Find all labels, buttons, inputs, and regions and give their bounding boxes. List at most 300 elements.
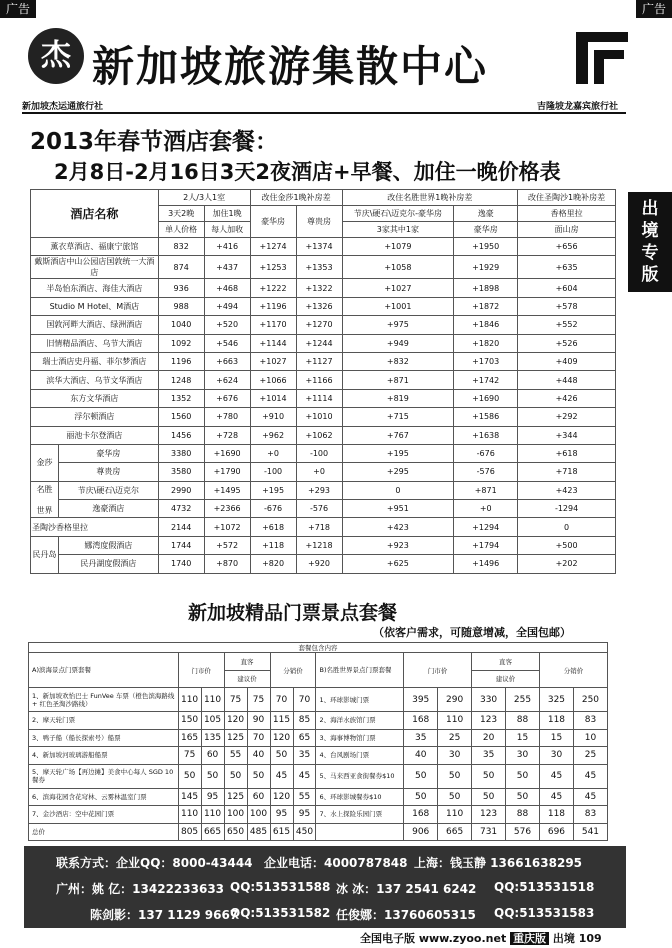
price-cell: -676 <box>250 500 296 518</box>
hotel-name: 浮尔顿酒店 <box>31 408 159 426</box>
price-cell: +1244 <box>296 334 342 352</box>
price-cell: +1253 <box>250 256 296 279</box>
hotel-name: 逸豪酒店 <box>58 500 158 518</box>
ticket-price: 90 <box>247 712 270 730</box>
ticket-price: 125 <box>224 788 247 806</box>
ticket-price: 50 <box>270 747 293 765</box>
group-header: 改住金莎1晚补房差 <box>250 190 342 206</box>
ticket-price: 30 <box>539 747 573 765</box>
price-cell: +202 <box>518 555 616 573</box>
price-cell: +1495 <box>204 481 250 499</box>
ticket-price: 50 <box>178 764 201 788</box>
price-cell: +1326 <box>296 297 342 315</box>
hotel-row <box>31 279 616 297</box>
price-cell: +923 <box>342 536 454 554</box>
ticket-price: 665 <box>438 823 472 841</box>
price-cell: +1322 <box>296 279 342 297</box>
price-cell: +871 <box>342 371 454 389</box>
hotel-row <box>31 481 616 499</box>
price-cell: +618 <box>250 518 296 536</box>
ticket-name <box>316 823 404 841</box>
ticket-price: 485 <box>247 823 270 841</box>
price-cell: +1114 <box>296 389 342 407</box>
contact-line: QQ:513531583 <box>494 906 595 920</box>
price-cell: +1170 <box>250 316 296 334</box>
price-cell: +1872 <box>454 297 518 315</box>
price-cell: +832 <box>342 352 454 370</box>
price-cell: +572 <box>204 536 250 554</box>
price-cell: 1196 <box>158 352 204 370</box>
side-tag-char: 出 <box>641 199 659 219</box>
ticket-price: 88 <box>506 806 540 824</box>
price-cell: 1248 <box>158 371 204 389</box>
ticket-name: 6、环球影城餐券$10 <box>316 788 404 806</box>
ticket-name: 5、摩天轮广场【再边摊】美食中心每人 SGD 10 餐券 <box>29 764 179 788</box>
hotel-name: 丽池卡尔登酒店 <box>31 426 159 444</box>
ticket-price: 10 <box>573 729 607 747</box>
price-cell: +1062 <box>296 426 342 444</box>
hotel-row <box>31 389 616 407</box>
hotel-row <box>31 256 616 279</box>
left-package-header: A)滨海景点门票套餐 <box>29 653 179 688</box>
ticket-price: 118 <box>539 806 573 824</box>
price-header: 直客 <box>224 653 270 671</box>
price-cell: +426 <box>518 389 616 407</box>
contact-line: QQ:513531518 <box>494 880 595 894</box>
ticket-price: 115 <box>270 712 293 730</box>
hotel-name: Studio M Hotel、M酒店 <box>31 297 159 315</box>
price-cell: +423 <box>342 518 454 536</box>
price-cell: +951 <box>342 500 454 518</box>
ticket-price: 150 <box>178 712 201 730</box>
ticket-name: 7、金沙酒店：空中花园门票 <box>29 806 179 824</box>
col-header: 节庆\硬石\迈克尔-豪华房 <box>342 206 454 222</box>
price-cell: +1820 <box>454 334 518 352</box>
hotel-row <box>31 408 616 426</box>
ticket-price: 70 <box>270 688 293 712</box>
ticket-price: 45 <box>293 764 316 788</box>
price-cell: +2366 <box>204 500 250 518</box>
price-cell: +500 <box>518 536 616 554</box>
price-cell: +1001 <box>342 297 454 315</box>
hotel-name-header: 酒店名称 <box>31 190 159 238</box>
price-cell: 988 <box>158 297 204 315</box>
price-header: 门市价 <box>178 653 224 688</box>
ticket-price: 50 <box>404 788 438 806</box>
price-cell: 832 <box>158 238 204 256</box>
price-cell: +1066 <box>250 371 296 389</box>
price-cell: 3380 <box>158 444 204 462</box>
ticket-price: 50 <box>438 764 472 788</box>
price-cell: 1040 <box>158 316 204 334</box>
ticket-price: 110 <box>201 806 224 824</box>
ticket-price: 35 <box>293 747 316 765</box>
price-cell: +618 <box>518 444 616 462</box>
ticket-name: 3、海事博物馆门票 <box>316 729 404 747</box>
price-cell: +448 <box>518 371 616 389</box>
price-cell: +578 <box>518 297 616 315</box>
hotel-row <box>31 352 616 370</box>
ticket-price: 88 <box>506 712 540 730</box>
price-cell: +635 <box>518 256 616 279</box>
ticket-price: 120 <box>270 729 293 747</box>
side-tag-char: 专 <box>641 243 659 263</box>
brand-title: 新加坡旅游集散中心 <box>92 42 489 91</box>
contact-line: 冰 冰：137 2541 6242 <box>336 882 477 896</box>
price-cell: -576 <box>296 500 342 518</box>
ticket-price: 83 <box>573 712 607 730</box>
hotel-group <box>31 481 59 518</box>
price-cell: +871 <box>454 481 518 499</box>
ticket-price: 50 <box>438 788 472 806</box>
ticket-price: 731 <box>472 823 506 841</box>
ticket-price: 100 <box>247 806 270 824</box>
ticket-price: 290 <box>438 688 472 712</box>
price-cell: +1058 <box>342 256 454 279</box>
ticket-price: 55 <box>293 788 316 806</box>
ticket-price: 100 <box>224 806 247 824</box>
price-cell: -100 <box>296 444 342 462</box>
hotel-row <box>31 500 616 518</box>
col-header: 豪华房 <box>454 222 518 238</box>
ticket-price: 45 <box>539 764 573 788</box>
price-cell: +1690 <box>454 389 518 407</box>
contact-line: 企业电话：4000787848 <box>264 856 408 870</box>
price-cell: +962 <box>250 426 296 444</box>
ticket-price: 55 <box>224 747 247 765</box>
ticket-price: 123 <box>472 712 506 730</box>
ticket-name: 3、鸭子船（船长探索号）船票 <box>29 729 179 747</box>
ticket-price: 50 <box>201 764 224 788</box>
ticket-name: 4、新加坡河玻璃游船船票 <box>29 747 179 765</box>
ad-label-right: 广告 <box>636 0 672 18</box>
price-cell: +604 <box>518 279 616 297</box>
price-cell: +1950 <box>454 238 518 256</box>
ticket-row <box>29 729 608 747</box>
col-header: 单人价格 <box>158 222 204 238</box>
ticket-price: 165 <box>178 729 201 747</box>
hotel-name: 圣陶沙香格里拉 <box>31 518 159 536</box>
price-header: 门市价 <box>404 653 472 688</box>
ticket-row <box>29 747 608 765</box>
ticket-price: 45 <box>270 764 293 788</box>
price-cell: 874 <box>158 256 204 279</box>
price-cell: +1742 <box>454 371 518 389</box>
col-header: 豪华房 <box>250 206 296 238</box>
ticket-price: 541 <box>573 823 607 841</box>
corner-logo-icon <box>572 28 632 88</box>
price-cell: +1014 <box>250 389 296 407</box>
ticket-row <box>29 712 608 730</box>
price-cell: +767 <box>342 426 454 444</box>
divider <box>22 112 626 114</box>
group-header: 改住圣陶沙1晚补房差 <box>518 190 616 206</box>
group-header: 改住名胜世界1晚补房差 <box>342 190 518 206</box>
price-cell: +344 <box>518 426 616 444</box>
price-cell: 1092 <box>158 334 204 352</box>
group-header: 2人/3人1室 <box>158 190 250 206</box>
price-cell: +820 <box>250 555 296 573</box>
ticket-row <box>29 764 608 788</box>
page-footer <box>360 930 602 946</box>
ticket-price: 30 <box>438 747 472 765</box>
ticket-price: 650 <box>224 823 247 841</box>
hotel-row <box>31 555 616 573</box>
price-cell: +0 <box>454 500 518 518</box>
price-cell: +1690 <box>204 444 250 462</box>
ticket-price: 330 <box>472 688 506 712</box>
ticket-price: 25 <box>438 729 472 747</box>
page-number: 出境 109 <box>552 932 602 945</box>
hotel-name: 滨华大酒店、乌节文华酒店 <box>31 371 159 389</box>
section1-subtitle: 2月8日-2月16日3天2夜酒店+早餐、加住一晚价格表 <box>54 160 561 184</box>
price-cell: +1790 <box>204 463 250 481</box>
side-tag-char: 版 <box>641 265 659 285</box>
price-cell: +718 <box>518 463 616 481</box>
price-cell: +1586 <box>454 408 518 426</box>
ticket-price: 75 <box>178 747 201 765</box>
ticket-package-table <box>28 642 608 841</box>
hotel-name: 半岛怡东酒店、海佳大酒店 <box>31 279 159 297</box>
price-cell: +1196 <box>250 297 296 315</box>
contact-line: QQ:513531582 <box>230 906 331 920</box>
ticket-price: 395 <box>404 688 438 712</box>
agency-left: 新加坡杰运通旅行社 <box>22 102 104 112</box>
ticket-price: 450 <box>293 823 316 841</box>
ticket-price: 20 <box>472 729 506 747</box>
ticket-price: 255 <box>506 688 540 712</box>
ticket-price: 576 <box>506 823 540 841</box>
ticket-price: 805 <box>178 823 201 841</box>
ticket-price: 45 <box>573 788 607 806</box>
ticket-price: 85 <box>293 712 316 730</box>
price-cell: +780 <box>204 408 250 426</box>
hotel-row <box>31 444 616 462</box>
ad-label-left: 广告 <box>0 0 36 18</box>
price-cell: +416 <box>204 238 250 256</box>
price-cell: +292 <box>518 408 616 426</box>
hotel-row <box>31 316 616 334</box>
price-cell: +195 <box>250 481 296 499</box>
price-cell: +676 <box>204 389 250 407</box>
ticket-name: 6、滨海花园含花穹林、云雾林温室门票 <box>29 788 179 806</box>
price-cell: +0 <box>296 463 342 481</box>
price-cell: +0 <box>250 444 296 462</box>
ticket-price: 45 <box>573 764 607 788</box>
price-cell: +1127 <box>296 352 342 370</box>
ticket-row <box>29 823 608 841</box>
price-cell: +624 <box>204 371 250 389</box>
price-cell: 3580 <box>158 463 204 481</box>
hotel-group-label: 名胜 <box>36 484 53 494</box>
price-cell: +1638 <box>454 426 518 444</box>
edition-badge: 重庆版 <box>510 932 549 945</box>
ticket-price: 40 <box>247 747 270 765</box>
ticket-row <box>29 806 608 824</box>
hotel-price-table <box>30 189 616 574</box>
ticket-price: 83 <box>573 806 607 824</box>
ticket-price: 50 <box>404 764 438 788</box>
price-cell: +1703 <box>454 352 518 370</box>
price-cell: 2144 <box>158 518 204 536</box>
price-cell: +409 <box>518 352 616 370</box>
price-header: 分销价 <box>539 653 607 688</box>
price-cell: +1072 <box>204 518 250 536</box>
price-cell: -100 <box>250 463 296 481</box>
ticket-price: 35 <box>404 729 438 747</box>
ticket-price: 325 <box>539 688 573 712</box>
ticket-price: 145 <box>178 788 201 806</box>
col-header: 面山房 <box>518 222 616 238</box>
price-cell: +1294 <box>454 518 518 536</box>
hotel-name: 旧情精品酒店、乌节大酒店 <box>31 334 159 352</box>
price-cell: +546 <box>204 334 250 352</box>
ticket-price: 60 <box>247 788 270 806</box>
hotel-name: 民丹湖度假酒店 <box>58 555 158 573</box>
ticket-price: 40 <box>404 747 438 765</box>
ticket-price: 118 <box>539 712 573 730</box>
ticket-price: 75 <box>224 688 247 712</box>
price-cell: 0 <box>518 518 616 536</box>
price-cell: +526 <box>518 334 616 352</box>
ticket-price: 125 <box>224 729 247 747</box>
price-cell: +1079 <box>342 238 454 256</box>
price-cell: -1294 <box>518 500 616 518</box>
ticket-price: 250 <box>573 688 607 712</box>
ticket-price: 15 <box>506 729 540 747</box>
price-cell: +1144 <box>250 334 296 352</box>
ticket-name: 7、水上探险乐园门票 <box>316 806 404 824</box>
price-cell: +1929 <box>454 256 518 279</box>
ticket-price: 70 <box>247 729 270 747</box>
ticket-price: 120 <box>270 788 293 806</box>
ticket-price: 50 <box>247 764 270 788</box>
right-package-header: B)名胜世界景点门票套餐 <box>316 653 404 688</box>
price-cell: +949 <box>342 334 454 352</box>
section1-title: 2013年春节酒店套餐： <box>30 129 279 155</box>
hotel-name: 节庆\硬石\迈克尔 <box>58 481 158 499</box>
section2-subtitle: （依客户需求，可随意增减，全国包邮） <box>373 626 571 639</box>
price-cell: -576 <box>454 463 518 481</box>
price-cell: +663 <box>204 352 250 370</box>
contact-line: 联系方式：企业QQ：8000-43444 <box>56 856 253 870</box>
price-cell: 1560 <box>158 408 204 426</box>
hotel-row <box>31 426 616 444</box>
ticket-price: 110 <box>438 712 472 730</box>
price-cell: +1898 <box>454 279 518 297</box>
hotel-group: 民丹岛 <box>31 536 59 573</box>
price-cell: +656 <box>518 238 616 256</box>
brand-logo: 杰 <box>28 28 84 84</box>
price-cell: +870 <box>204 555 250 573</box>
price-cell: +295 <box>342 463 454 481</box>
ticket-price: 50 <box>224 764 247 788</box>
price-cell: 1740 <box>158 555 204 573</box>
price-cell: 2990 <box>158 481 204 499</box>
price-cell: 1456 <box>158 426 204 444</box>
ticket-price: 665 <box>201 823 224 841</box>
price-cell: -676 <box>454 444 518 462</box>
price-cell: +1496 <box>454 555 518 573</box>
price-cell: +118 <box>250 536 296 554</box>
price-cell: 936 <box>158 279 204 297</box>
contact-line: 陈剑影：137 1129 9667 <box>90 908 239 922</box>
col-header: 3天2晚 <box>158 206 204 222</box>
ticket-name: 总价 <box>29 823 179 841</box>
price-cell: +494 <box>204 297 250 315</box>
ticket-name: 2、海洋水族馆门票 <box>316 712 404 730</box>
price-cell: 4732 <box>158 500 204 518</box>
price-cell: +437 <box>204 256 250 279</box>
site-url: 全国电子版 www.zyoo.net <box>360 932 507 945</box>
price-cell: +423 <box>518 481 616 499</box>
hotel-group-label: 世界 <box>36 505 53 515</box>
price-cell: +1010 <box>296 408 342 426</box>
ticket-price: 696 <box>539 823 573 841</box>
section2-title: 新加坡精品门票景点套餐 <box>188 602 398 624</box>
ticket-price: 60 <box>201 747 224 765</box>
ticket-price: 123 <box>472 806 506 824</box>
price-cell: +1166 <box>296 371 342 389</box>
col-header: 香格里拉 <box>518 206 616 222</box>
ticket-price: 50 <box>472 788 506 806</box>
price-cell: +920 <box>296 555 342 573</box>
ticket-price: 110 <box>438 806 472 824</box>
price-cell: +520 <box>204 316 250 334</box>
contact-line: 广州：姚 亿：13422233633 <box>56 882 225 896</box>
price-cell: 1744 <box>158 536 204 554</box>
ticket-price: 50 <box>472 764 506 788</box>
price-cell: +1846 <box>454 316 518 334</box>
ticket-price: 30 <box>506 747 540 765</box>
price-cell: +1374 <box>296 238 342 256</box>
price-cell: +1222 <box>250 279 296 297</box>
price-cell: +718 <box>296 518 342 536</box>
ticket-name: 1、新加坡欢怡巴士 FunVee 车票（橙色滨海路线 + 红色圣淘沙路线） <box>29 688 179 712</box>
price-cell: +1027 <box>250 352 296 370</box>
price-cell: +552 <box>518 316 616 334</box>
price-cell: +728 <box>204 426 250 444</box>
price-cell: +195 <box>342 444 454 462</box>
ticket-price: 110 <box>178 688 201 712</box>
price-cell: +1218 <box>296 536 342 554</box>
price-header: 建议价 <box>472 670 540 688</box>
hotel-row <box>31 334 616 352</box>
ticket-price: 25 <box>573 747 607 765</box>
ticket-price: 50 <box>506 788 540 806</box>
price-cell: +819 <box>342 389 454 407</box>
col-header: 尊贵房 <box>296 206 342 238</box>
ticket-name: 5、马来西亚食街餐券$10 <box>316 764 404 788</box>
price-cell: +1353 <box>296 256 342 279</box>
hotel-name: 豪华房 <box>58 444 158 462</box>
hotel-group: 金莎 <box>31 444 59 481</box>
ticket-price: 35 <box>472 747 506 765</box>
ticket-price: 906 <box>404 823 438 841</box>
hotel-row <box>31 518 616 536</box>
col-header: 逸豪 <box>454 206 518 222</box>
hotel-row <box>31 536 616 554</box>
price-cell: +1270 <box>296 316 342 334</box>
price-cell: +975 <box>342 316 454 334</box>
ticket-price: 95 <box>201 788 224 806</box>
price-cell: 1352 <box>158 389 204 407</box>
ticket-price: 135 <box>201 729 224 747</box>
ticket-name: 4、台风剧场门票 <box>316 747 404 765</box>
ticket-price: 50 <box>506 764 540 788</box>
ticket-price: 75 <box>247 688 270 712</box>
ticket-price: 615 <box>270 823 293 841</box>
